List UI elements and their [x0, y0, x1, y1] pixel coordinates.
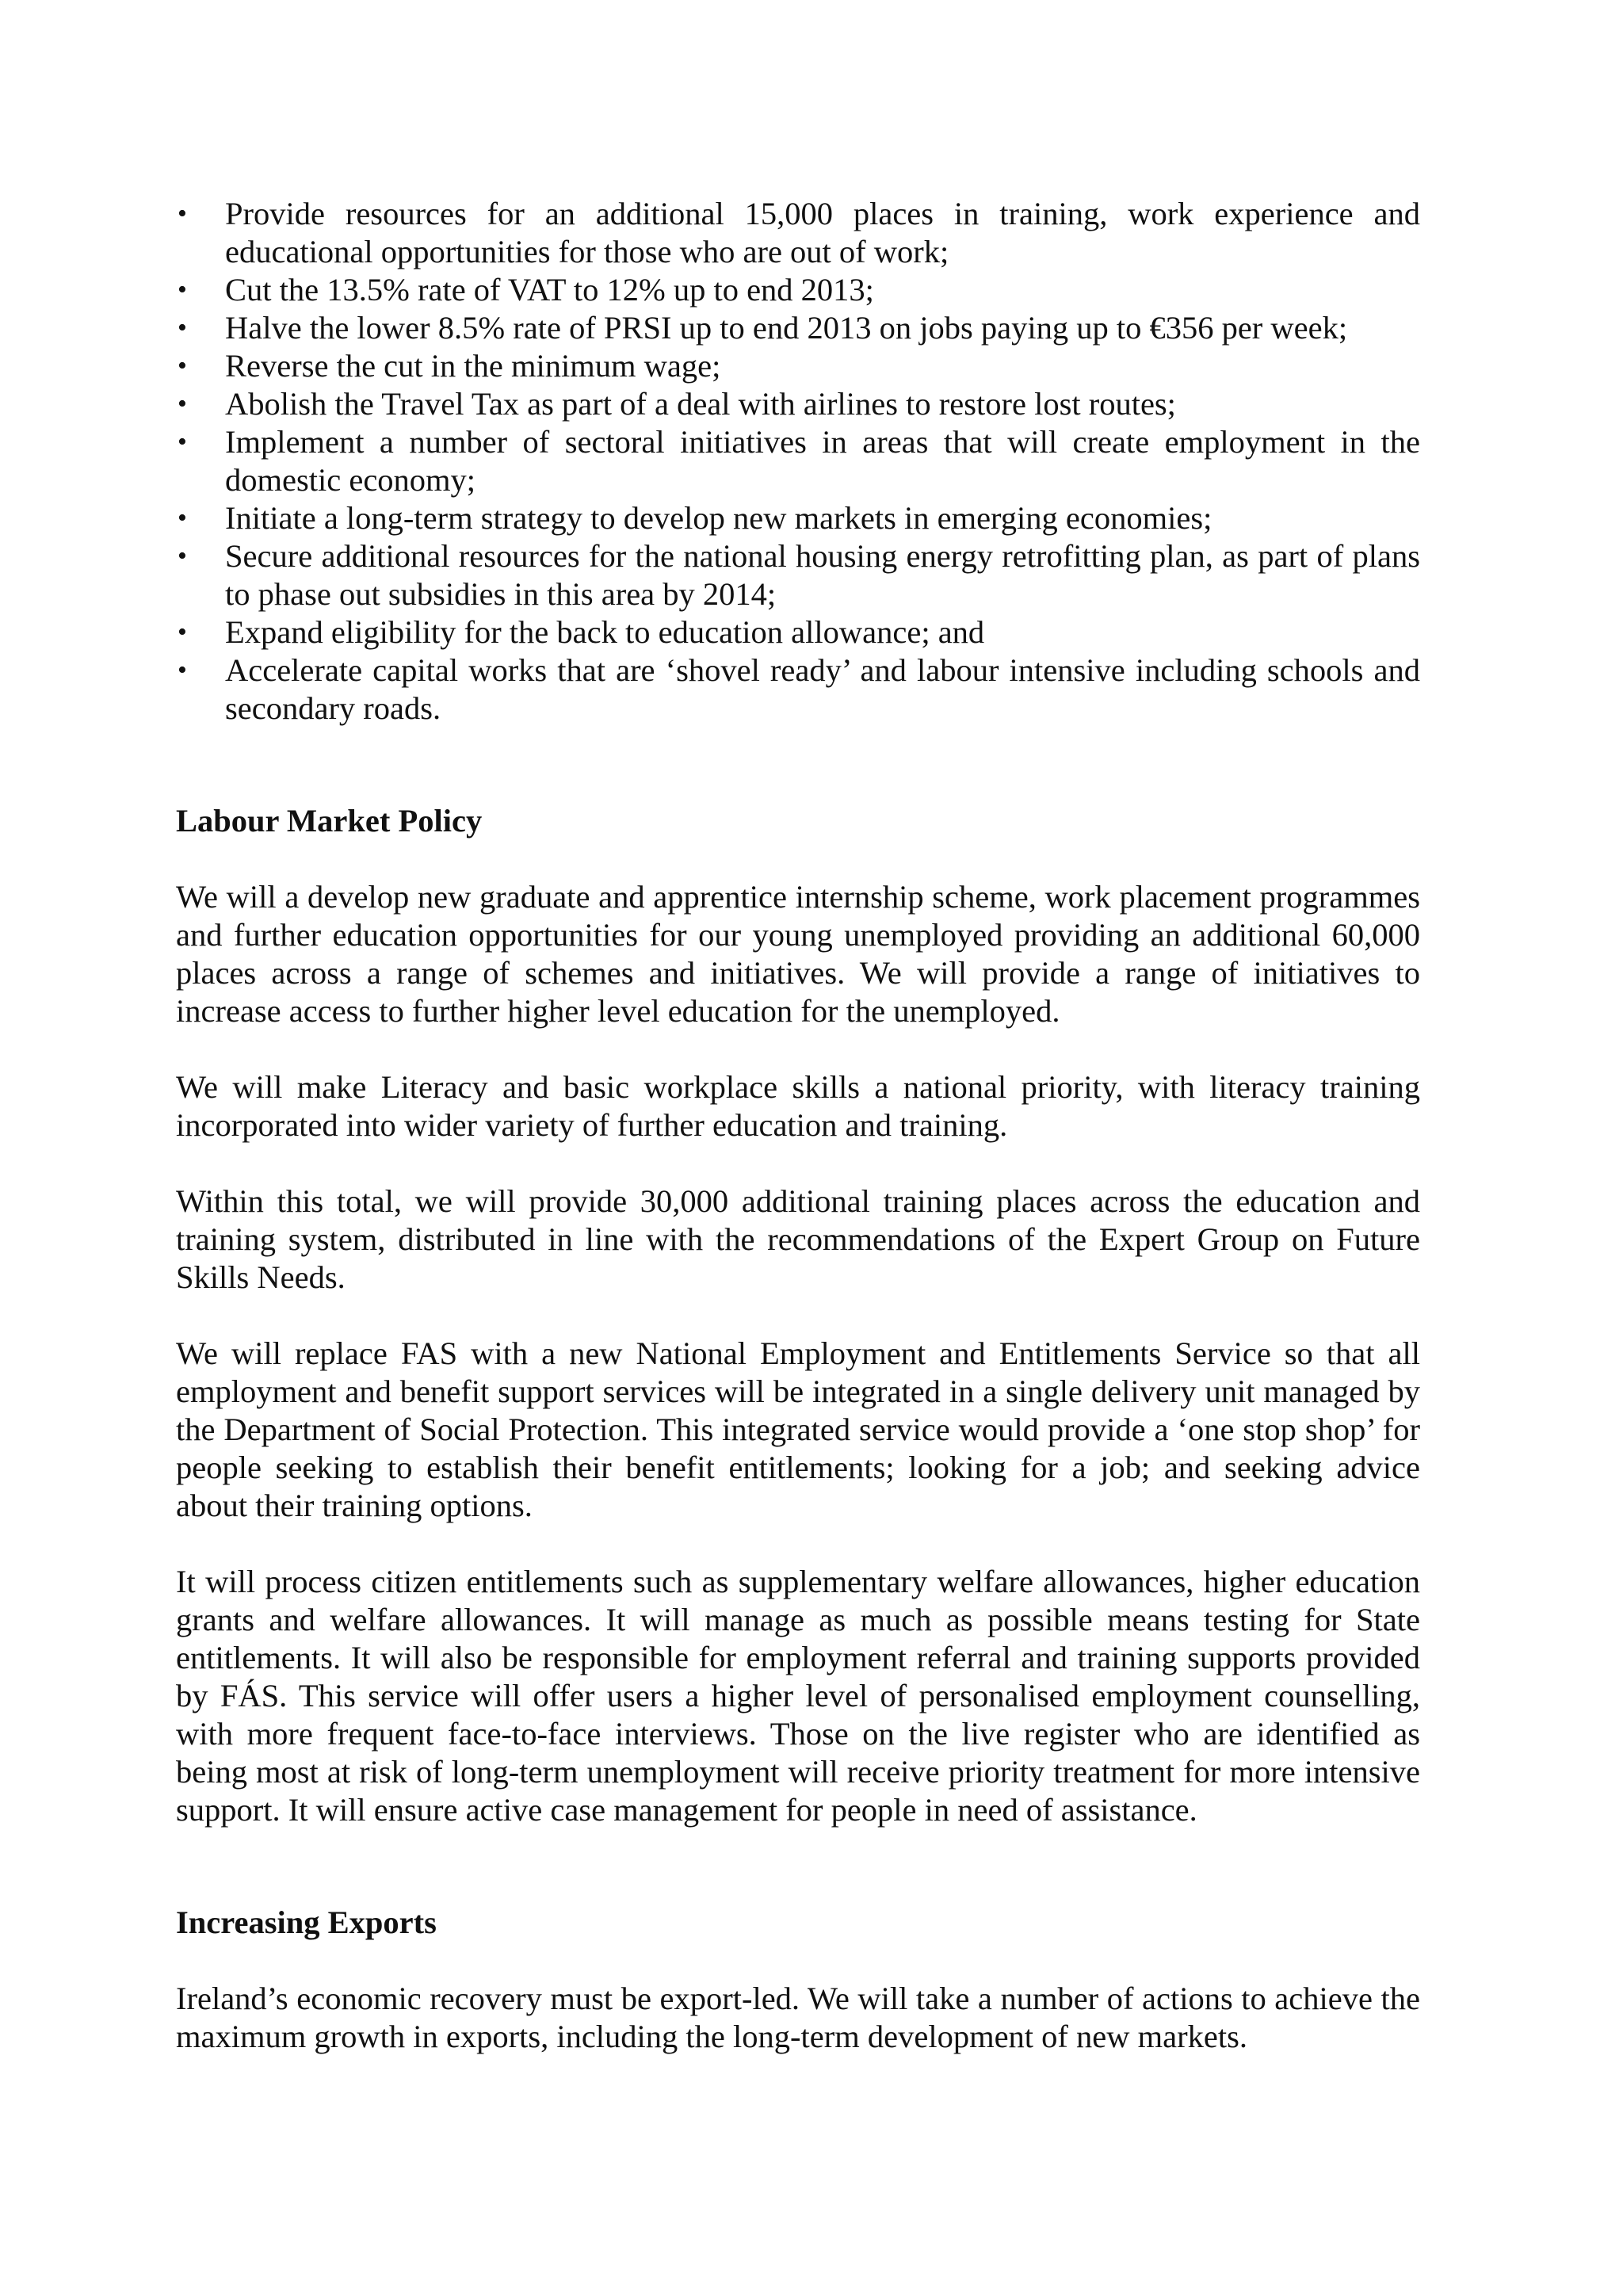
list-item: [176, 499, 1420, 537]
exports-heading: Increasing Exports: [176, 1904, 437, 1940]
bullet-text: Expand eligibility for the back to education allowance; and: [225, 614, 985, 650]
bullet-text: Abolish the Travel Tax as part of a deal with airlines to restore lost routes;: [225, 386, 1176, 422]
bullet-text: Cut the 13.5% rate of VAT to 12% up to end 2013;: [225, 272, 874, 308]
exports-paragraph: Ireland’s economic recovery must be export-led. We will take a number of actions to achieve the maximum growth in exports, including the long-term development of new markets.: [176, 1981, 1420, 2054]
bullet-icon: •: [178, 655, 187, 685]
bullet-text: Halve the lower 8.5% rate of PRSI up to end 2013 on jobs paying up to €356 per week;: [225, 310, 1348, 346]
bullet-text: Reverse the cut in the minimum wage;: [225, 348, 721, 384]
document-page: [176, 195, 1420, 2056]
bullet-icon: •: [178, 503, 187, 533]
list-item: [176, 613, 1420, 651]
bullet-icon: •: [178, 389, 187, 418]
bullet-icon: •: [178, 541, 187, 571]
bullet-text: Secure additional resources for the national housing energy retrofitting plan, as part of plans to phase out subsidies in this area by 2014;: [225, 538, 1420, 612]
bullet-icon: •: [178, 313, 187, 342]
list-item: [176, 271, 1420, 309]
list-item: [176, 195, 1420, 271]
labour-market-heading: Labour Market Policy: [176, 803, 483, 839]
list-item: [176, 309, 1420, 347]
labour-market-paragraph: It will process citizen entitlements such as supplementary welfare allowances, higher education grants and welfare allowances. It will manage as much as possible means testing for State entitlements. It will also be responsible for employment referral and training supports provided by FÁS. This service will offer users a higher level of personalised employment counselling, with more frequent face-to-face interviews. Those on the live register who are identified as being most at risk of long-term unemployment will receive priority treatment for more intensive support. It will ensure active case management for people in need of assistance.: [176, 1564, 1420, 1828]
policy-bullet-list: [176, 195, 1420, 728]
bullet-text: Provide resources for an additional 15,000 places in training, work experience and educational opportunities for those who are out of work;: [225, 196, 1420, 269]
labour-market-paragraph: We will replace FAS with a new National Employment and Entitlements Service so that all employment and benefit support services will be integrated in a single delivery unit managed by the Department of Social Protection. This integrated service would provide a ‘one stop shop’ for people seeking to establish their benefit entitlements; looking for a job; and seeking advice about their training options.: [176, 1335, 1420, 1523]
labour-market-paragraph: We will a develop new graduate and apprentice internship scheme, work placement programmes and further education opportunities for our young unemployed providing an additional 60,000 places across a range of schemes and initiatives. We will provide a range of initiatives to increase access to further higher level education for the unemployed.: [176, 879, 1420, 1029]
labour-market-paragraph: Within this total, we will provide 30,000 additional training places across the education and training system, distributed in line with the recommendations of the Expert Group on Future Skills Needs.: [176, 1183, 1420, 1295]
bullet-icon: •: [178, 617, 187, 647]
bullet-icon: •: [178, 427, 187, 457]
list-item: [176, 347, 1420, 385]
bullet-icon: •: [178, 351, 187, 380]
list-item: [176, 537, 1420, 613]
bullet-icon: •: [178, 275, 187, 304]
list-item: [176, 423, 1420, 499]
bullet-text: Initiate a long-term strategy to develop new markets in emerging economies;: [225, 500, 1212, 536]
list-item: [176, 651, 1420, 728]
bullet-icon: •: [178, 199, 187, 228]
bullet-text: Accelerate capital works that are ‘shovel ready’ and labour intensive including schools and secondary roads.: [225, 652, 1420, 726]
bullet-text: Implement a number of sectoral initiatives in areas that will create employment in the domestic economy;: [225, 424, 1420, 498]
list-item: [176, 385, 1420, 423]
labour-market-paragraph: We will make Literacy and basic workplace skills a national priority, with literacy training incorporated into wider variety of further education and training.: [176, 1069, 1420, 1143]
